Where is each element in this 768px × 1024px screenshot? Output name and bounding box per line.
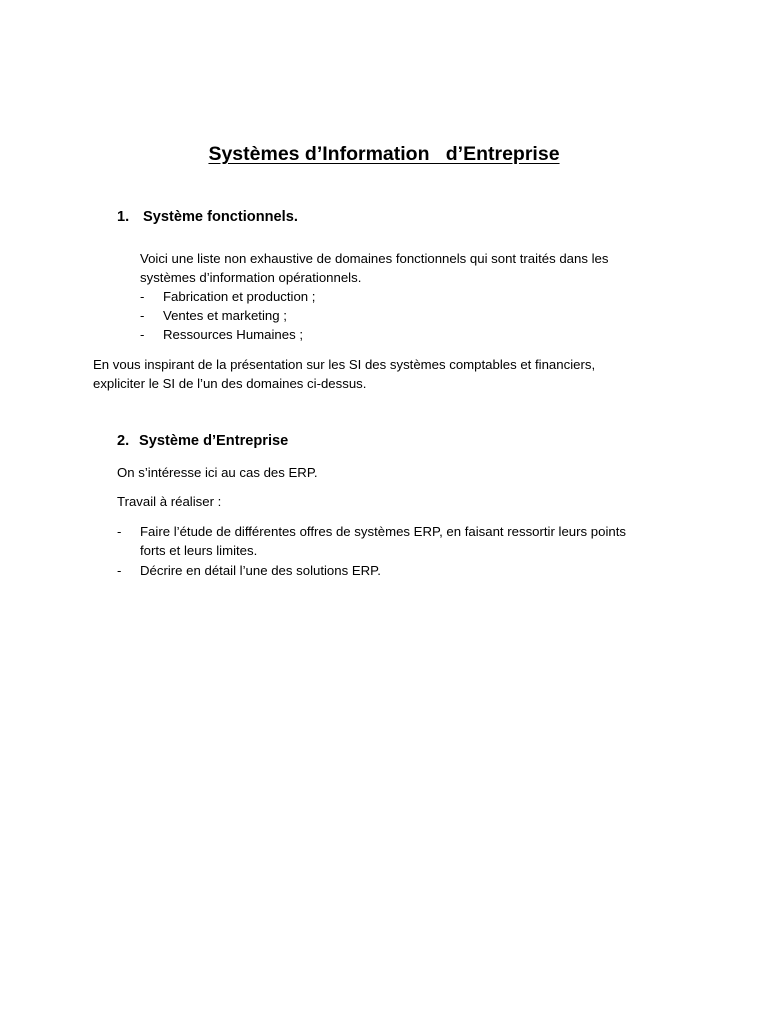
task-bullet-line: Décrire en détail l’une des solutions ERP. xyxy=(140,563,381,578)
task-bullet-line: forts et leurs limites. xyxy=(140,543,258,558)
section-2-title: Système d’Entreprise xyxy=(139,433,289,449)
bullet-marker: - xyxy=(117,563,122,578)
document-title: Systèmes d’Information d’Entreprise xyxy=(208,143,560,165)
section-2-intro: On s’intéresse ici au cas des ERP. xyxy=(117,465,318,480)
bullet-marker: - xyxy=(140,308,145,323)
section-1-task-line-1: En vous inspirant de la présentation sur les SI des systèmes comptables et financiers, xyxy=(93,357,596,372)
bullet-marker: - xyxy=(140,289,145,304)
domain-bullet-item: Ressources Humaines ; xyxy=(163,327,303,342)
section-1-task-line-2: expliciter le SI de l’un des domaines ci-dessus. xyxy=(93,376,367,391)
section-1-number: 1. xyxy=(117,209,130,225)
task-bullet-line: Faire l’étude de différentes offres de systèmes ERP, en faisant ressortir leurs points xyxy=(140,524,626,539)
section-1-intro-line-2: systèmes d’information opérationnels. xyxy=(140,270,362,285)
section-1-heading xyxy=(117,209,298,225)
work-label: Travail à réaliser : xyxy=(117,494,222,509)
section-1-title: Système fonctionnels. xyxy=(143,209,298,225)
section-2-number: 2. xyxy=(117,433,130,449)
bullet-marker: - xyxy=(117,524,122,539)
domain-bullet-item: Fabrication et production ; xyxy=(163,289,316,304)
section-1-intro-line-1: Voici une liste non exhaustive de domaines fonctionnels qui sont traités dans les xyxy=(140,251,609,266)
domain-bullet-item: Ventes et marketing ; xyxy=(163,308,287,323)
bullet-marker: - xyxy=(140,327,145,342)
section-2-heading xyxy=(117,433,288,449)
